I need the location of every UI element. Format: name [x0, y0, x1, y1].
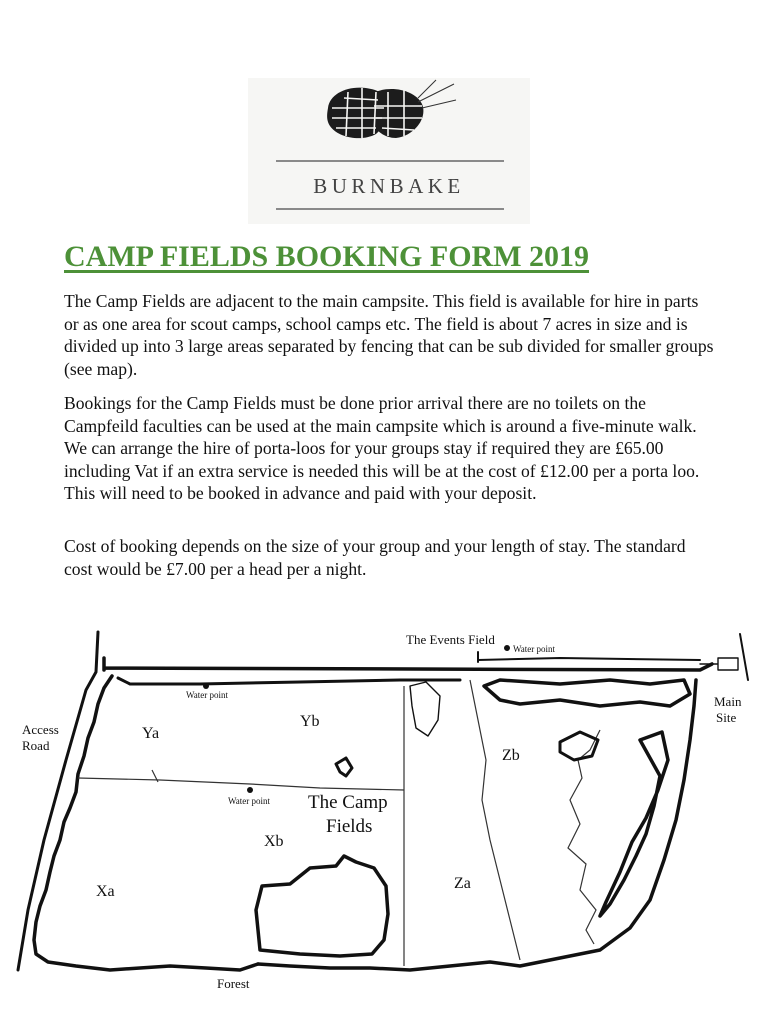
label-xb: Xb: [264, 833, 284, 850]
page-title: CAMP FIELDS BOOKING FORM 2019: [64, 240, 590, 273]
hedge-zb: [568, 730, 600, 944]
main-site-edge: [740, 634, 748, 680]
label-forest: Forest: [217, 976, 250, 991]
label-site: Site: [716, 710, 737, 725]
label-za: Za: [454, 875, 471, 892]
label-water-point-events: Water point: [513, 644, 556, 654]
access-road-edge: [18, 632, 98, 970]
bookings-paragraph: Bookings for the Camp Fields must be done prior arrival there are no toilets on the Campfeild faculties can be used at the main campsite which is around a five-minute walk. We can arrange the hire of porta-loos for your groups stay if required they are £65.00 including Vat if an extra service is needed this will be at the cost of £12.00 per a porta loo. This will need to be booked in advance and paid with your deposit.: [64, 393, 700, 503]
label-road: Road: [22, 738, 50, 753]
north-fence-ya-yb: [118, 678, 460, 684]
pond-yb: [336, 758, 352, 776]
west-boundary: [34, 676, 258, 970]
water-point-x: [247, 787, 253, 793]
label-access: Access: [22, 722, 59, 737]
label-water-point-x: Water point: [228, 796, 271, 806]
camp-fields-map: [0, 610, 770, 1024]
label-ya: Ya: [142, 725, 160, 742]
pine-cone-icon: [318, 78, 458, 148]
intro-paragraph: The Camp Fields are adjacent to the main campsite. This field is available for hire in parts or as one area for scout camps, school camps etc. The field is about 7 acres in size and is divided up into 3 large areas separated by fencing that can be sub divided for smaller groups (see map).: [64, 291, 714, 379]
water-point-y: [203, 683, 209, 689]
label-water-point-y: Water point: [186, 690, 229, 700]
woodland-east: [600, 732, 668, 916]
label-events-field: The Events Field: [406, 632, 495, 647]
logo: [248, 78, 530, 224]
label-zb: Zb: [502, 747, 520, 764]
cost-paragraph: Cost of booking depends on the size of your group and your length of stay. The standard cost would be £7.00 per a head per a night.: [64, 536, 686, 579]
label-main: Main: [714, 694, 742, 709]
label-xa: Xa: [96, 883, 115, 900]
pond-za: [410, 682, 440, 736]
woodland-north: [484, 680, 690, 706]
events-field-fence-lower: [478, 652, 700, 662]
water-point-events: [504, 645, 510, 651]
fence-y-x: [78, 778, 404, 790]
fence-za-zb: [470, 680, 520, 960]
woodland-forest: [256, 856, 388, 956]
label-yb: Yb: [300, 713, 320, 730]
south-boundary: [258, 680, 696, 970]
label-camp-fields-1: The Camp: [308, 792, 388, 813]
label-camp-fields-2: Fields: [326, 816, 373, 837]
logo-wordmark: BURNBAKE: [313, 174, 465, 198]
